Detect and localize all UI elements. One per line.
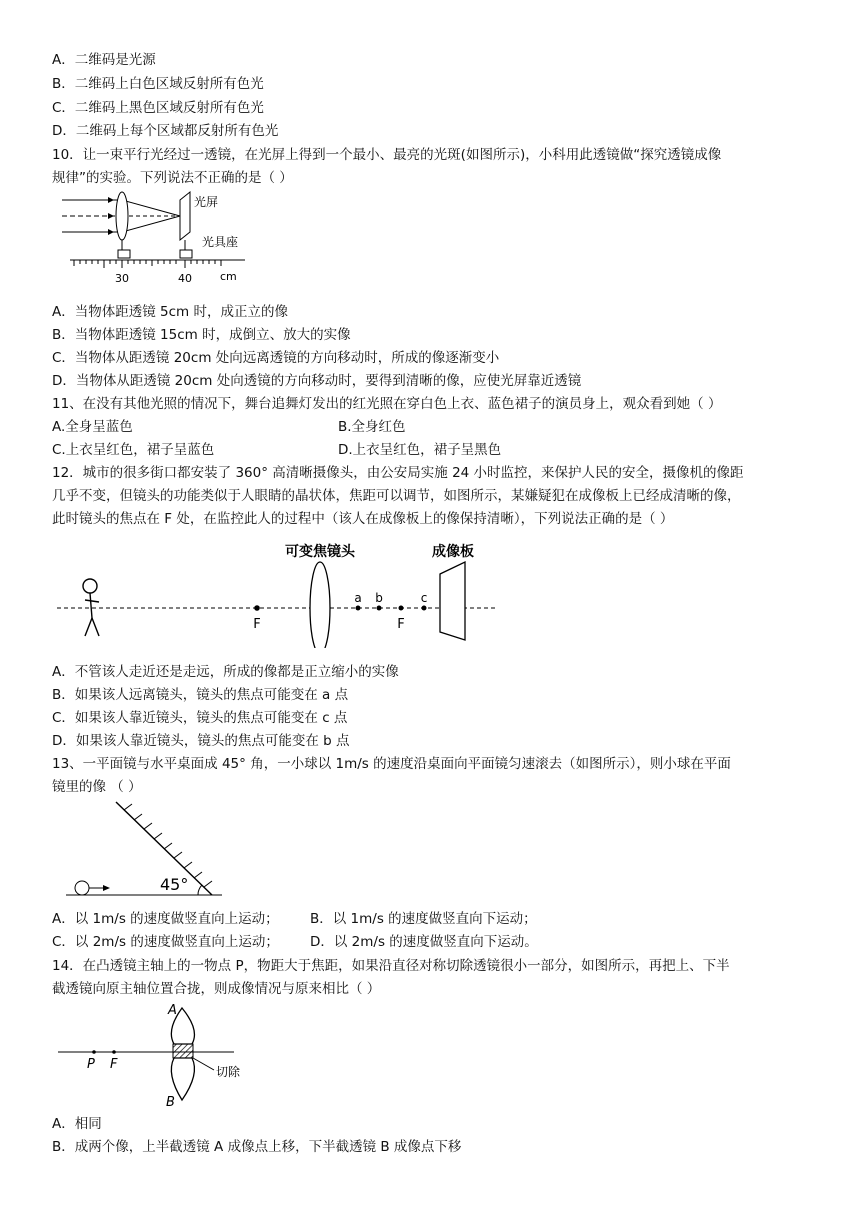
q13-option-d: D．以 2m/s 的速度做竖直向下运动。 xyxy=(310,934,538,950)
q10-option-b: B．当物体距透镜 15cm 时，成倒立、放大的实像 xyxy=(52,327,351,343)
image-board xyxy=(440,562,465,640)
q11-option-a: A.全身呈蓝色 xyxy=(52,419,133,435)
q11-option-c: C.上衣呈红色，裙子呈蓝色 xyxy=(52,442,215,458)
q11-option-d: D.上衣呈红色，裙子呈黑色 xyxy=(338,442,502,458)
angle-label: 45° xyxy=(160,875,189,894)
q12-stem-line1: 12．城市的很多街口都安装了 360° 高清晰摄像头，由公安局实施 24 小时监控，来保护人民的安全，摄像机的像距 xyxy=(52,465,744,481)
q12-option-c: C．如果该人靠近镜头，镜头的焦点可能变在 c 点 xyxy=(52,710,348,726)
q11-stem: 11、在没有其他光照的情况下，舞台追舞灯发出的红光照在穿白色上衣、蓝色裙子的演员身上，观众看到她（ ） xyxy=(52,396,722,412)
zoom-lens xyxy=(310,562,330,648)
q9-option-a: A．二维码是光源 xyxy=(52,52,156,68)
q14-option-b: B．成两个像，上半截透镜 A 成像点上移，下半截透镜 B 成像点下移 xyxy=(52,1139,462,1155)
light-screen xyxy=(180,192,190,240)
ball xyxy=(75,881,89,895)
q9-option-b: B．二维码上白色区域反射所有色光 xyxy=(52,76,264,92)
q11-option-b: B.全身红色 xyxy=(338,419,406,435)
cut-label: 切除 xyxy=(216,1065,241,1079)
q13-stem-line1: 13、一平面镜与水平桌面成 45° 角，一小球以 1m/s 的速度沿桌面向平面镜匀速滚去（如图所示），则小球在平面 xyxy=(52,756,731,772)
q14-stem-line1: 14．在凸透镜主轴上的一物点 P，物距大于焦距，如果沿直径对称切除透镜很小一部分，如图所示，再把上、下半 xyxy=(52,958,730,974)
point-b-label: b xyxy=(375,591,383,605)
cut-section xyxy=(173,1044,193,1058)
q12-option-d: D．如果该人靠近镜头，镜头的焦点可能变在 b 点 xyxy=(52,733,350,749)
point-c-label: c xyxy=(420,591,428,605)
q10-option-c: C．当物体从距透镜 20cm 处向远离透镜的方向移动时，所成的像逐渐变小 xyxy=(52,350,500,366)
bench-label: 光具座 xyxy=(202,235,239,249)
lens-lower-half xyxy=(171,1058,194,1100)
q10-stem-line1: 10．让一束平行光经过一透镜，在光屏上得到一个最小、最亮的光斑(如图所示)，小科用此透镜做“探究透镜成像 xyxy=(52,147,722,163)
point-a-label: a xyxy=(354,591,362,605)
q10-stem-line2: 规律”的实验。下列说法不正确的是（ ） xyxy=(52,170,293,186)
screen-label: 光屏 xyxy=(194,195,219,209)
tick-30: 30 xyxy=(115,272,129,285)
q13-stem-line2: 镜里的像 （ ） xyxy=(52,779,142,795)
label-a: A xyxy=(168,1003,177,1018)
f-right-label: F xyxy=(397,617,405,632)
q12-stem-line3: 此时镜头的焦点在 F 处，在监控此人的过程中（该人在成像板上的像保持清晰），下列说法正确的是（ ） xyxy=(52,511,674,527)
label-f: F xyxy=(110,1057,118,1072)
q12-figure xyxy=(55,536,505,648)
zoom-lens-label: 可变焦镜头 xyxy=(285,544,355,560)
q14-option-a: A．相同 xyxy=(52,1116,102,1132)
q13-option-a: A．以 1m/s 的速度做竖直向上运动； xyxy=(52,911,279,927)
label-b: B xyxy=(166,1095,175,1110)
q13-figure xyxy=(62,798,230,902)
q13-option-c: C．以 2m/s 的速度做竖直向上运动； xyxy=(52,934,279,950)
convex-lens xyxy=(116,192,128,240)
q9-option-c: C．二维码上黑色区域反射所有色光 xyxy=(52,100,264,116)
q12-option-a: A．不管该人走近还是走远，所成的像都是正立缩小的实像 xyxy=(52,664,399,680)
q12-option-b: B．如果该人远离镜头，镜头的焦点可能变在 a 点 xyxy=(52,687,349,703)
unit-cm: cm xyxy=(220,270,237,283)
q10-option-a: A．当物体距透镜 5cm 时，成正立的像 xyxy=(52,304,288,320)
q10-figure xyxy=(60,188,250,290)
q13-option-b: B．以 1m/s 的速度做竖直向下运动； xyxy=(310,911,537,927)
image-board-label: 成像板 xyxy=(432,544,474,560)
f-left-label: F xyxy=(253,617,261,632)
q14-stem-line2: 截透镜向原主轴位置合拢，则成像情况与原来相比（ ） xyxy=(52,981,381,997)
q9-option-d: D．二维码上每个区域都反射所有色光 xyxy=(52,123,279,139)
label-p: P xyxy=(87,1057,95,1072)
q10-option-d: D．当物体从距透镜 20cm 处向透镜的方向移动时，要得到清晰的像，应使光屏靠近透镜 xyxy=(52,373,582,389)
q14-figure xyxy=(56,1000,270,1110)
q12-stem-line2: 几乎不变，但镜头的功能类似于人眼睛的晶状体，焦距可以调节，如图所示，某嫌疑犯在成像板上已经成清晰的像， xyxy=(52,488,741,504)
tick-40: 40 xyxy=(178,272,192,285)
